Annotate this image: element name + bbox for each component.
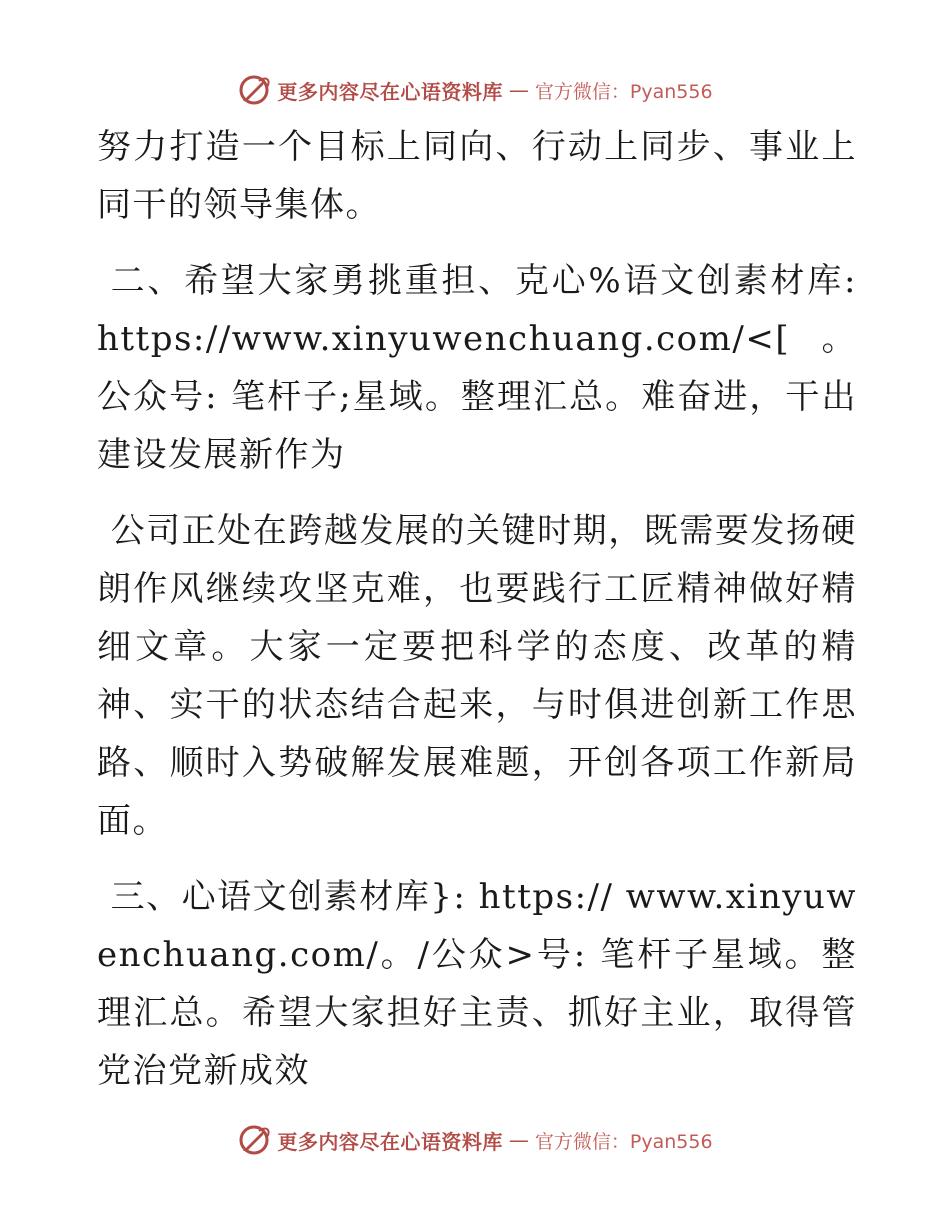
- quill-pen-icon: [237, 1123, 271, 1157]
- header-separator: —: [508, 78, 529, 102]
- header-wechat-text: 官方微信：Pyan556: [534, 80, 713, 103]
- paragraph-2: 二、希望大家勇挑重担、克心%语文创素材库: https://www.xinyuwenchuang.com/<[。公众号: 笔杆子;星域。整理汇总。难奋进，干出建设发展新作为: [97, 261, 857, 475]
- footer-separator: —: [508, 1128, 529, 1152]
- header-watermark-banner: [0, 70, 950, 110]
- paragraph-3: 公司正处在跨越发展的关键时期，既需要发扬硬朗作风继续攻坚克难，也要践行工匠精神做好精细文章。大家一定要把科学的态度、改革的精神、实干的状态结合起来，与时俱进创新工作思路、顺时入势破解发展难题，开创各项工作新局面。: [97, 511, 857, 841]
- paragraph-4: 三、心语文创素材库}: https:// www.xinyuwenchuang.com/。/公众>号: 笔杆子星域。整理汇总。希望大家担好主责、抓好主业，取得管党治党新成效: [97, 877, 857, 1091]
- document-body: [97, 118, 857, 1118]
- quill-pen-icon: [237, 73, 271, 107]
- footer-watermark-banner: [0, 1120, 950, 1160]
- paragraph-1: 努力打造一个目标上同向、行动上同步、事业上同干的领导集体。: [97, 127, 857, 225]
- footer-wechat-text: 官方微信：Pyan556: [534, 1130, 713, 1153]
- header-promo-text: 更多内容尽在心语资料库: [277, 79, 503, 104]
- footer-promo-text: 更多内容尽在心语资料库: [277, 1129, 503, 1154]
